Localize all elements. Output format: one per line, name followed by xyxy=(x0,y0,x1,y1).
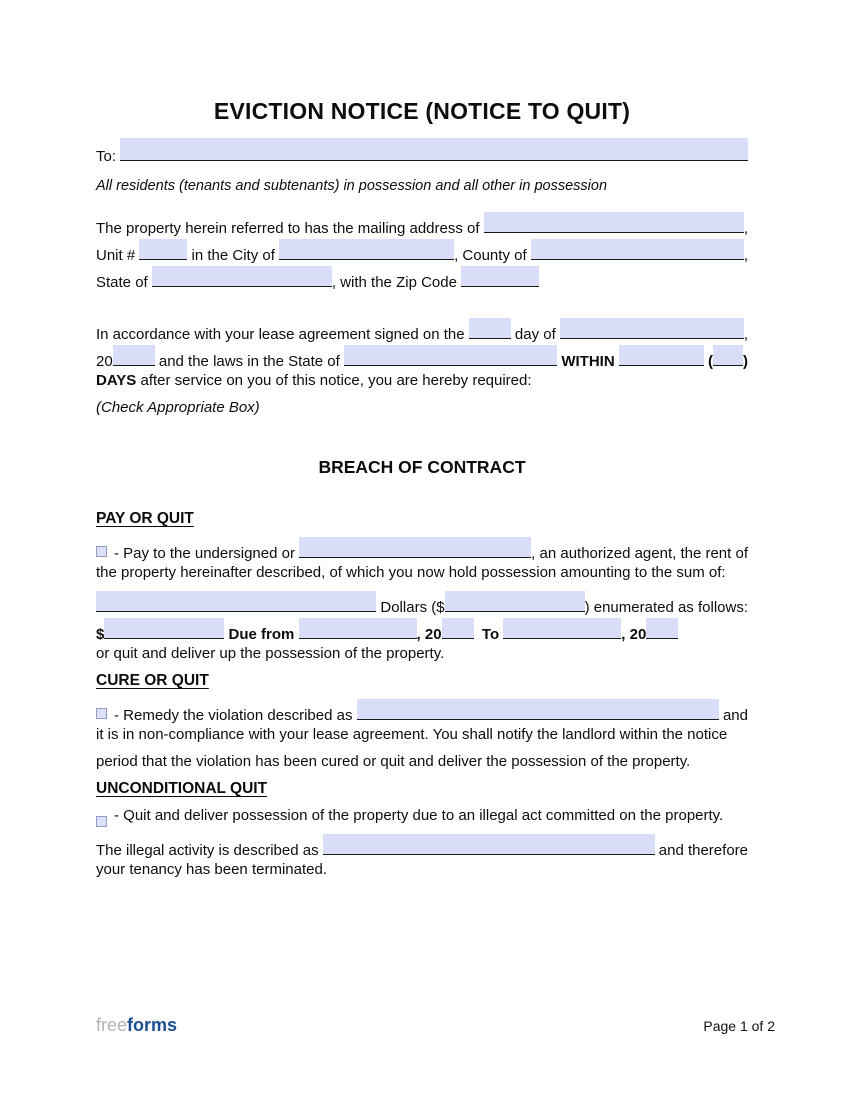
property-text: , with the Zip Code xyxy=(331,274,462,291)
pay-text: $ xyxy=(96,626,105,643)
unconditional-quit-line-2 xyxy=(96,834,748,861)
cure-text: and xyxy=(718,707,748,724)
pay-or-quit-line-5 xyxy=(96,645,748,672)
amount-due-field[interactable] xyxy=(104,618,224,639)
city-field[interactable] xyxy=(279,239,454,260)
illegal-activity-field[interactable] xyxy=(323,834,655,855)
lease-text: In accordance with your lease agreement signed on the xyxy=(96,326,469,343)
lease-text: , xyxy=(743,326,748,343)
cure-or-quit-checkbox[interactable] xyxy=(96,708,107,719)
property-text: , County of xyxy=(454,247,531,264)
property-paragraph xyxy=(96,212,748,293)
due-to-date-field[interactable] xyxy=(503,618,621,639)
recipients-note: All residents (tenants and subtenants) in possession and all other in possession xyxy=(96,178,608,194)
unconditional-text: The illegal activity is described as xyxy=(96,842,323,859)
unconditional-quit-heading-line xyxy=(96,780,748,807)
pay-or-quit-line-3 xyxy=(96,591,748,618)
cure-or-quit-heading-line xyxy=(96,672,748,699)
pay-text: or quit and deliver up the possession of the property. xyxy=(96,645,445,662)
lease-text: ) xyxy=(743,353,748,370)
pay-or-quit-heading: PAY OR QUIT xyxy=(96,510,194,527)
unit-number-field[interactable] xyxy=(139,239,187,260)
check-box-instruction xyxy=(96,399,748,426)
property-text: The property herein referred to has the mailing address of xyxy=(96,220,484,237)
state-field[interactable] xyxy=(152,266,332,287)
cure-text: - Remedy the violation described as xyxy=(114,707,357,724)
unconditional-text: your tenancy has been terminated. xyxy=(96,861,327,878)
pay-text: the property hereinafter described, of which you now hold possession amounting to the sum of: xyxy=(96,564,726,581)
unconditional-quit-heading: UNCONDITIONAL QUIT xyxy=(96,780,268,797)
lease-month-field[interactable] xyxy=(560,318,744,339)
rent-sum-words-field[interactable] xyxy=(96,591,376,612)
page-indicator: Page 1 of 2 xyxy=(703,1018,775,1034)
lease-text: 20 xyxy=(96,353,113,370)
cure-text: period that the violation has been cured or quit and deliver the possession of the property. xyxy=(96,753,691,770)
logo-forms-text: forms xyxy=(127,1015,178,1035)
property-text: in the City of xyxy=(187,247,280,264)
mailing-address-field[interactable] xyxy=(484,212,744,233)
violation-description-field[interactable] xyxy=(357,699,719,720)
lease-text: (Check Appropriate Box) xyxy=(96,399,260,416)
cure-or-quit-line-1 xyxy=(96,699,748,726)
unconditional-quit-line-3 xyxy=(96,861,748,888)
unconditional-text: and therefore xyxy=(654,842,748,859)
property-line-1 xyxy=(96,212,748,239)
lease-day-field[interactable] xyxy=(469,318,511,339)
lease-year-field[interactable] xyxy=(113,345,155,366)
to-label: To: xyxy=(96,148,121,165)
property-line-2 xyxy=(96,239,748,266)
pay-text: , 20 xyxy=(621,626,647,643)
unconditional-quit-line-1 xyxy=(96,807,748,834)
pay-or-quit-line-1 xyxy=(96,537,748,564)
freeforms-logo xyxy=(96,1012,177,1039)
due-from-label: Due from xyxy=(224,626,299,643)
pay-or-quit-heading-line xyxy=(96,510,748,537)
to-label-bold: To xyxy=(473,626,504,643)
cure-text: it is in non-compliance with your lease agreement. You shall notify the landlord within the notice xyxy=(96,726,728,743)
pay-text: ) enumerated as follows: xyxy=(584,599,748,616)
property-text: Unit # xyxy=(96,247,140,264)
lease-text: day of xyxy=(510,326,560,343)
cure-or-quit-heading: CURE OR QUIT xyxy=(96,672,209,689)
due-from-year-field[interactable] xyxy=(442,618,474,639)
page-title: EVICTION NOTICE (NOTICE TO QUIT) xyxy=(213,98,631,124)
to-line xyxy=(96,138,748,164)
property-line-3 xyxy=(96,266,748,293)
breach-of-contract-heading: BREACH OF CONTRACT xyxy=(318,457,526,477)
notice-period-number-field[interactable] xyxy=(713,345,743,366)
lease-text: and the laws in the State of xyxy=(154,353,344,370)
pay-text: , an authorized agent, the rent of xyxy=(531,545,748,562)
days-label: DAYS xyxy=(96,372,137,389)
county-field[interactable] xyxy=(531,239,744,260)
due-from-date-field[interactable] xyxy=(299,618,417,639)
law-state-field[interactable] xyxy=(344,345,557,366)
lease-line-3 xyxy=(96,372,748,399)
to-field[interactable] xyxy=(120,138,748,161)
lease-line-2 xyxy=(96,345,748,372)
cure-or-quit-line-3 xyxy=(96,753,748,780)
pay-text: - Pay to the undersigned or xyxy=(114,545,300,562)
property-text: , xyxy=(743,220,748,237)
property-text: , xyxy=(743,247,748,264)
agent-name-field[interactable] xyxy=(299,537,531,558)
property-text: State of xyxy=(96,274,152,291)
lease-paragraph xyxy=(96,318,748,426)
lease-line-1 xyxy=(96,318,748,345)
lease-text: ( xyxy=(703,353,713,370)
pay-or-quit-line-2 xyxy=(96,564,748,591)
pay-or-quit-line-4 xyxy=(96,618,748,645)
pay-text: Dollars ($ xyxy=(376,599,445,616)
notice-period-word-field[interactable] xyxy=(619,345,704,366)
pay-or-quit-checkbox[interactable] xyxy=(96,546,107,557)
cure-or-quit-line-2 xyxy=(96,726,748,753)
within-label: WITHIN xyxy=(557,353,619,370)
page-footer xyxy=(0,1012,848,1039)
pay-text: , 20 xyxy=(416,626,442,643)
unconditional-text: - Quit and deliver possession of the property due to an illegal act committed on the property. xyxy=(114,807,724,824)
zip-code-field[interactable] xyxy=(461,266,539,287)
unconditional-quit-checkbox[interactable] xyxy=(96,816,107,827)
logo-free-text: free xyxy=(96,1015,128,1035)
due-to-year-field[interactable] xyxy=(646,618,678,639)
rent-sum-number-field[interactable] xyxy=(445,591,585,612)
lease-text: after service on you of this notice, you are hereby required: xyxy=(136,372,532,389)
